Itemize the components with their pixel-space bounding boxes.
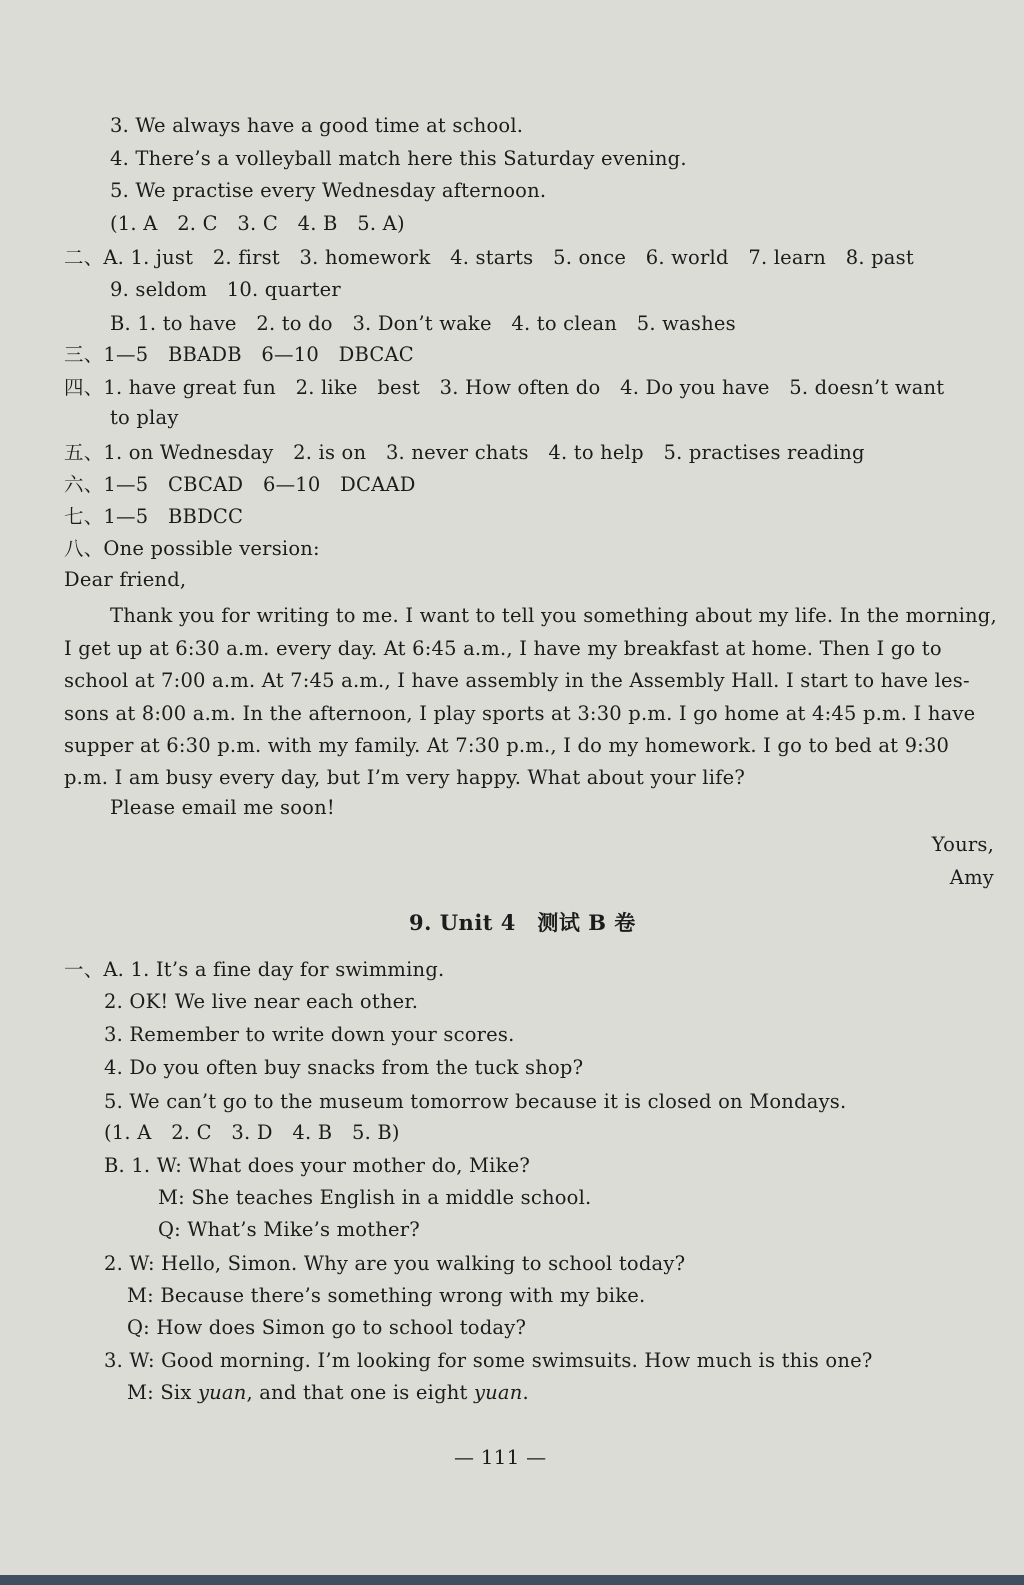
dialog2-w: 2. W: Hello, Simon. Why are you walking to school today? bbox=[104, 1252, 686, 1275]
part7-line: 七、1—5 BBDCC bbox=[64, 505, 244, 528]
part8-heading: 八、One possible version: bbox=[64, 537, 320, 560]
letter-signature: Amy bbox=[949, 866, 994, 889]
unit-title: 9. Unit 4 测试 B 卷 bbox=[409, 910, 636, 935]
part1b-line2: 2. OK! We live near each other. bbox=[104, 990, 419, 1013]
part1b-line3: 3. Remember to write down your scores. bbox=[104, 1023, 515, 1046]
top-line-3: 3. We always have a good time at school. bbox=[110, 114, 524, 137]
part2-b-line: B. 1. to have 2. to do 3. Don’t wake 4. to clean 5. washes bbox=[110, 312, 736, 335]
letter-body-line: Thank you for writing to me. I want to tell you something about my life. In the morning, bbox=[110, 604, 997, 627]
letter-yours: Yours, bbox=[931, 833, 994, 856]
part6-line: 六、1—5 CBCAD 6—10 DCAAD bbox=[64, 473, 416, 496]
letter-body-line: p.m. I am busy every day, but I’m very happy. What about your life? bbox=[64, 766, 745, 789]
top-answers: (1. A 2. C 3. C 4. B 5. A) bbox=[110, 212, 405, 235]
letter-body-line: sons at 8:00 a.m. In the afternoon, I play sports at 3:30 p.m. I go home at 4:45 p.m. I have bbox=[64, 702, 976, 725]
dialog1-m: M: She teaches English in a middle school. bbox=[158, 1186, 592, 1209]
dialog3-m-yuan1: yuan bbox=[197, 1381, 247, 1404]
scan-edge bbox=[0, 1575, 1024, 1585]
part3-line: 三、1—5 BBADB 6—10 DBCAC bbox=[64, 343, 414, 366]
part2-a-line2: 9. seldom 10. quarter bbox=[110, 278, 341, 301]
dialog1-q: Q: What’s Mike’s mother? bbox=[158, 1218, 420, 1241]
part1b-answers: (1. A 2. C 3. D 4. B 5. B) bbox=[104, 1121, 400, 1144]
part1b-line4: 4. Do you often buy snacks from the tuck shop? bbox=[104, 1056, 584, 1079]
part5-line: 五、1. on Wednesday 2. is on 3. never chats 4. to help 5. practises reading bbox=[64, 441, 865, 464]
top-line-4: 4. There’s a volleyball match here this Saturday evening. bbox=[110, 147, 687, 170]
dialog3-w: 3. W: Good morning. I’m looking for some swimsuits. How much is this one? bbox=[104, 1349, 873, 1372]
part1b-line5: 5. We can’t go to the museum tomorrow because it is closed on Mondays. bbox=[104, 1090, 847, 1113]
page-number: — 111 — bbox=[454, 1445, 547, 1469]
dialog2-m: M: Because there’s something wrong with my bike. bbox=[127, 1284, 646, 1307]
dialog3-m bbox=[127, 1380, 529, 1406]
dialog2-q: Q: How does Simon go to school today? bbox=[127, 1316, 527, 1339]
letter-greeting: Dear friend, bbox=[64, 568, 187, 591]
part1b-line1: 一、A. 1. It’s a fine day for swimming. bbox=[64, 958, 445, 981]
dialog3-m-part1: M: Six bbox=[127, 1381, 198, 1404]
part4-line2: to play bbox=[110, 406, 179, 429]
letter-body-line: supper at 6:30 p.m. with my family. At 7:30 p.m., I do my homework. I go to bed at 9:30 bbox=[64, 734, 950, 757]
top-line-5: 5. We practise every Wednesday afternoon. bbox=[110, 179, 547, 202]
dialog3-m-part3: . bbox=[522, 1381, 529, 1404]
letter-body-line: school at 7:00 a.m. At 7:45 a.m., I have assembly in the Assembly Hall. I start to have les- bbox=[64, 669, 970, 692]
dialog3-m-part2: , and that one is eight bbox=[246, 1381, 474, 1404]
letter-closing-line: Please email me soon! bbox=[110, 796, 335, 819]
part4-line1: 四、1. have great fun 2. like best 3. How often do 4. Do you have 5. doesn’t want bbox=[64, 376, 945, 399]
dialog1-w: B. 1. W: What does your mother do, Mike? bbox=[104, 1154, 531, 1177]
part2-a-line1: 二、A. 1. just 2. first 3. homework 4. starts 5. once 6. world 7. learn 8. past bbox=[64, 246, 914, 269]
letter-body-line: I get up at 6:30 a.m. every day. At 6:45 a.m., I have my breakfast at home. Then I go to bbox=[64, 637, 942, 660]
dialog3-m-yuan2: yuan bbox=[473, 1381, 523, 1404]
